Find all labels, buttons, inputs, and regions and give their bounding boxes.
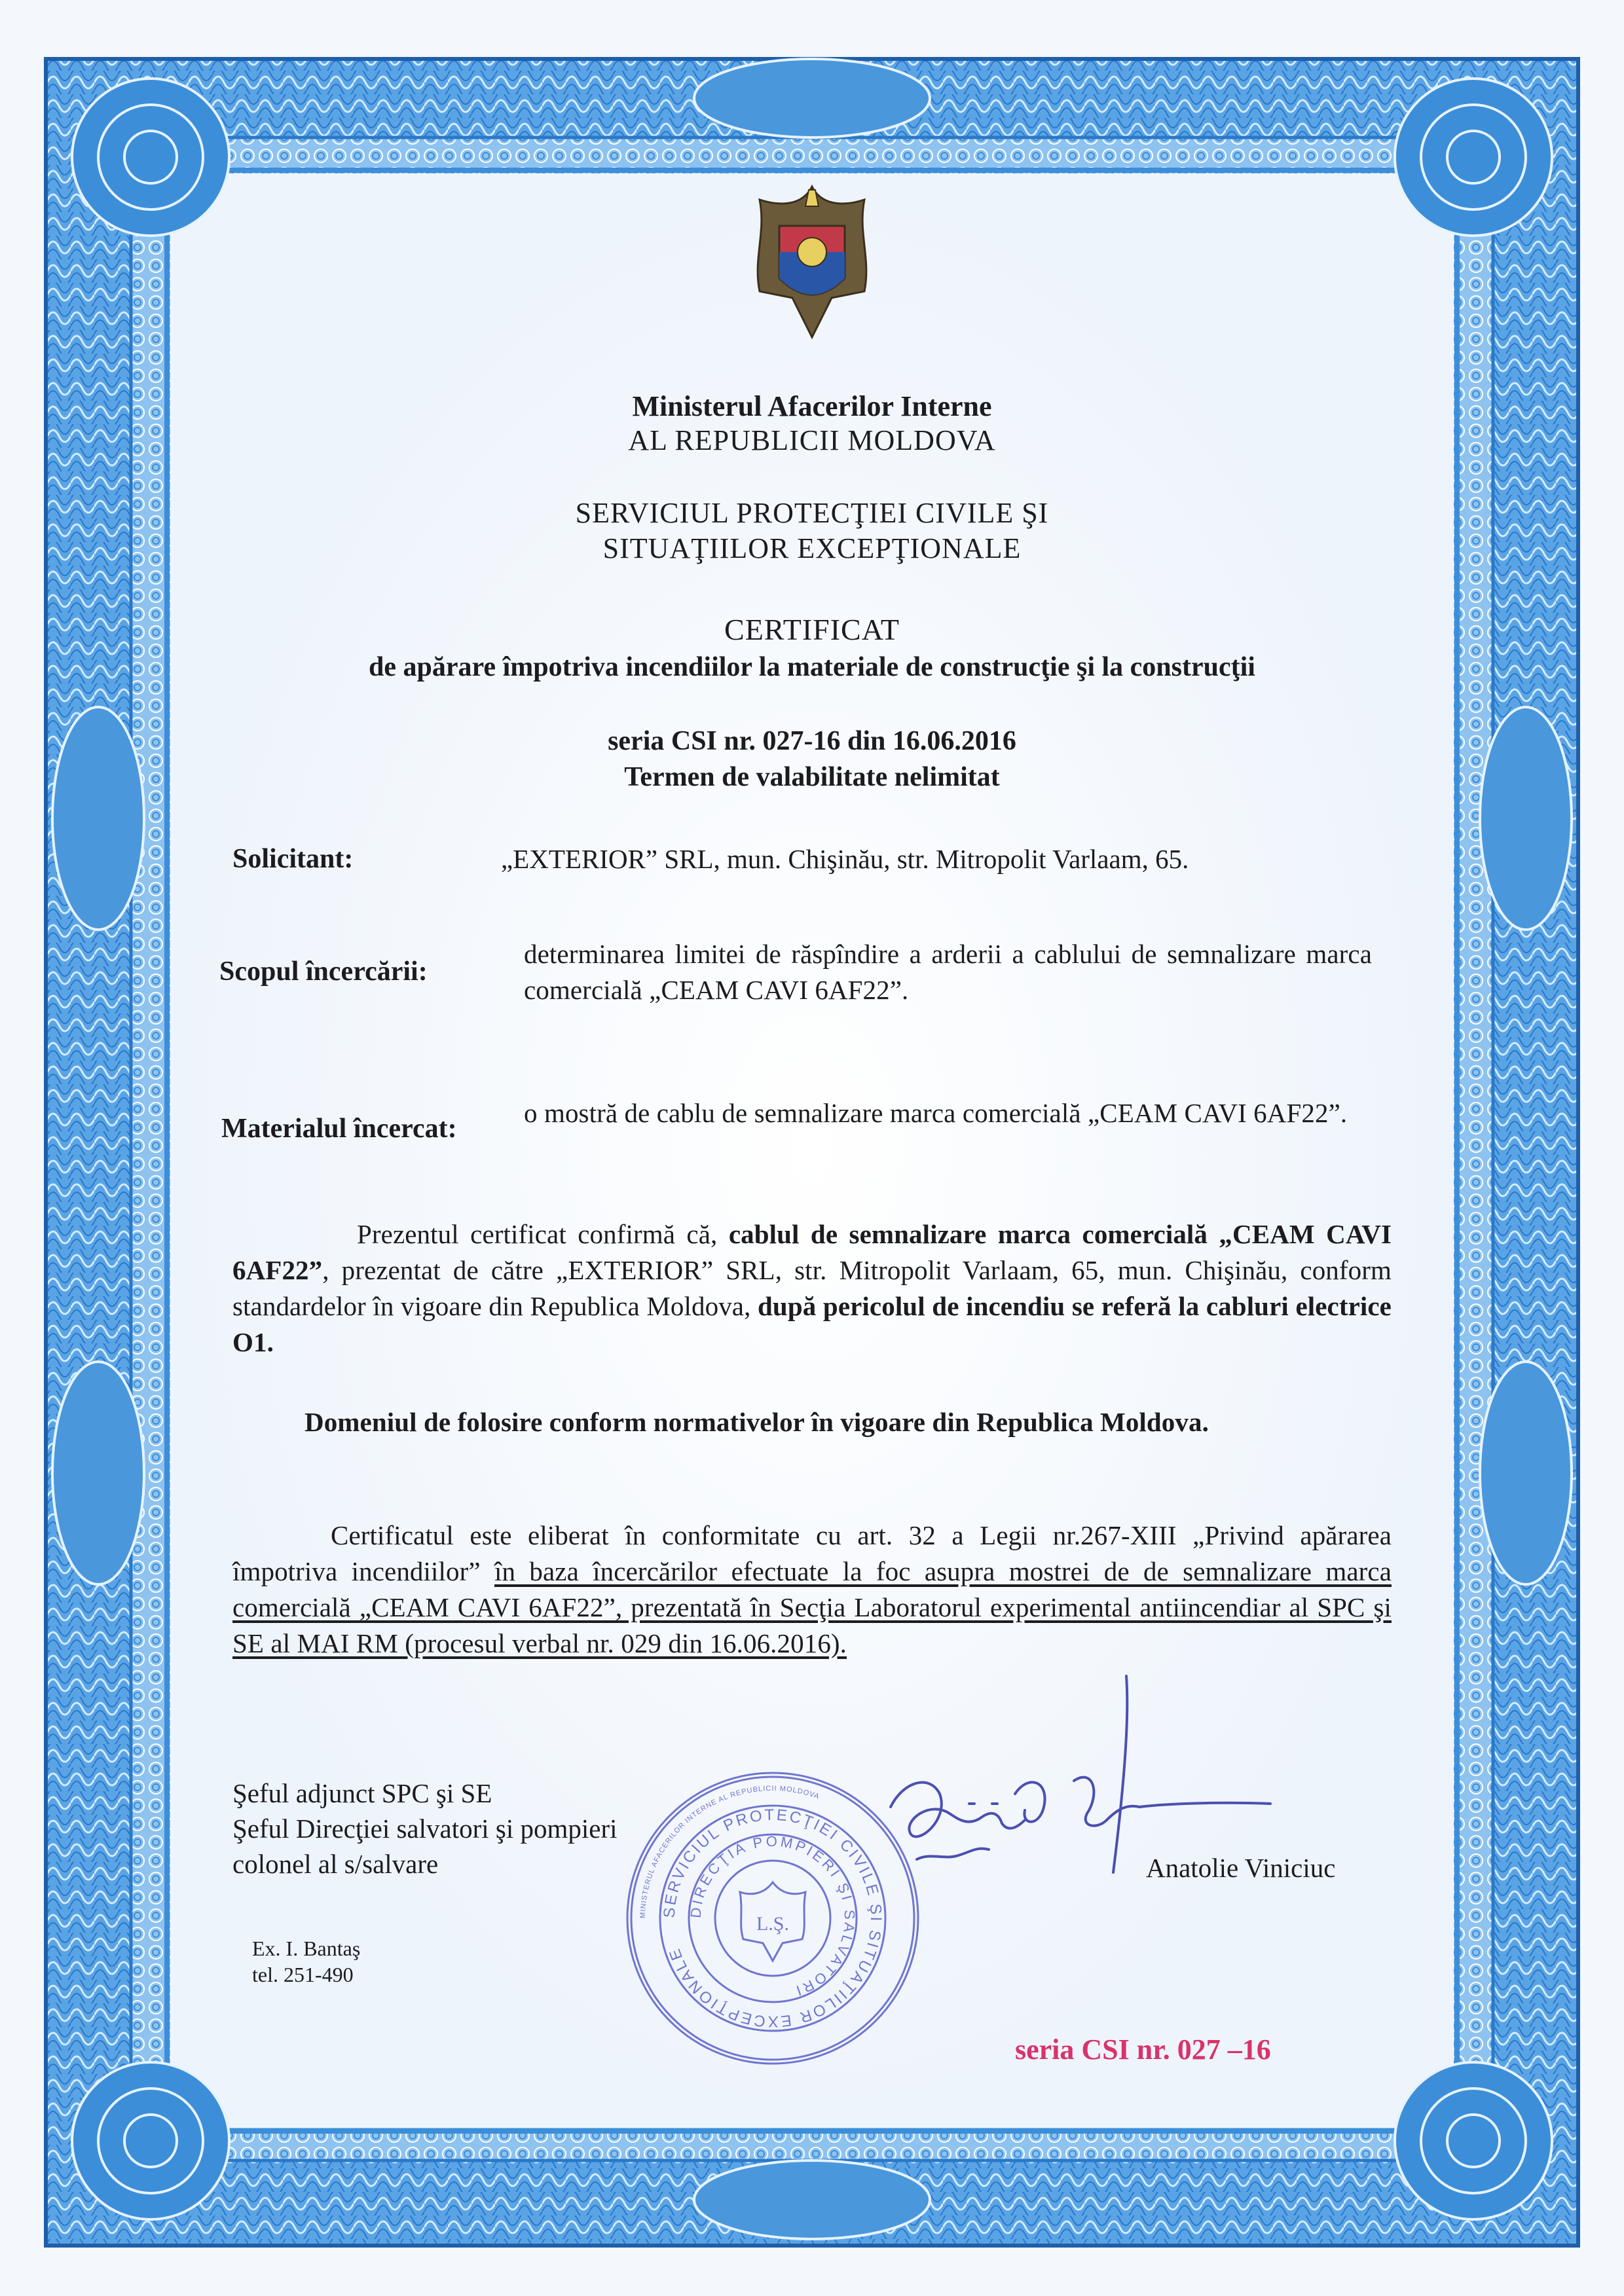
legal-basis-paragraph bbox=[232, 1518, 1392, 1662]
executor-phone: tel. 251-490 bbox=[252, 1963, 354, 1986]
applicant-label: Solicitant: bbox=[232, 844, 354, 874]
certificate-subtitle: de apărare împotriva incendiilor la materiale de construcţie şi la construcţii bbox=[369, 652, 1255, 682]
confirmation-paragraph bbox=[232, 1216, 1392, 1360]
legal-basis-underlined: în baza încercărilor efectuate la foc asupra mostrei de de semnalizare marca comercială „CEAM CAVI 6AF22”, prezentată în Secţia Laboratorul experimental antiincendiar al SPC şi SE al MAI RM (procesul verbal nr. 029 din 16.06.2016). bbox=[232, 1556, 1392, 1658]
signatory-name: Anatolie Viniciuc bbox=[1146, 1853, 1336, 1883]
signature-icon bbox=[877, 1663, 1283, 1912]
stamp-inner-text: SERVICIUL PROTECŢIEI CIVILE ŞI SITUAŢIILOR EXCEPŢIONALE bbox=[660, 1806, 885, 2031]
material-value: o mostră de cablu de semnalizare marca comercială „CEAM CAVI 6AF22”. bbox=[524, 1098, 1348, 1128]
purpose-value: determinarea limitei de răspîndire a arderii a cablului de semnalizare marca comercială „CEAM CAVI 6AF22”. bbox=[524, 939, 1372, 1005]
applicant-value: „EXTERIOR” SRL, mun. Chişinău, str. Mitropolit Varlaam, 65. bbox=[501, 844, 1189, 874]
signatory-position-2: Şeful Direcţiei salvatori şi pompieri bbox=[232, 1813, 618, 1844]
republic-name: AL REPUBLICII MOLDOVA bbox=[628, 424, 996, 456]
signatory-position-1: Şeful adjunct SPC şi SE bbox=[232, 1778, 492, 1808]
material-label: Materialul încercat: bbox=[221, 1114, 457, 1144]
signatory-position-3: colonel al s/salvare bbox=[232, 1849, 439, 1879]
certificate-series: seria CSI nr. 027-16 din 16.06.2016 bbox=[608, 726, 1016, 756]
serial-number-stamp: seria CSI nr. 027 –16 bbox=[1015, 2033, 1271, 2066]
confirmation-text-a: Prezentul certificat confirmă că, bbox=[357, 1219, 729, 1249]
service-name-line2: SITUAŢIILOR EXCEPŢIONALE bbox=[602, 532, 1022, 564]
stamp-ring-text: DIRECŢIA POMPIERI ŞI SALVATORI bbox=[687, 1832, 858, 2000]
coat-of-arms-icon bbox=[740, 180, 884, 344]
confirmation-text-c: , prezentat de către „EXTERIOR” SRL, str. Mitropolit Varlaam, 65, mun. Chişinău, conform standardelor în vigoare din Republica Moldova, bbox=[232, 1255, 1392, 1321]
service-name-line1: SERVICIUL PROTECŢIEI CIVILE ŞI bbox=[575, 497, 1049, 529]
certificate-title: CERTIFICAT bbox=[724, 613, 900, 646]
stamp-outer-text: MINISTERUL AFACERILOR INTERNE AL REPUBLICII MOLDOVA bbox=[638, 1784, 821, 1919]
ministry-name: Ministerul Afacerilor Interne bbox=[632, 390, 992, 422]
confirmation-classification: după pericolul de incendiu se referă la cabluri electrice O1. bbox=[232, 1291, 1392, 1357]
legal-basis-text: Certificatul este eliberat în conformitate cu art. 32 a Legii nr.267-XIII „Privind apărarea împotriva incendiilor” bbox=[232, 1520, 1392, 1586]
purpose-label: Scopul încercării: bbox=[219, 957, 428, 987]
stamp-center-text: L.Ş. bbox=[756, 1913, 790, 1935]
executor-name: Ex. I. Bantaş bbox=[252, 1937, 361, 1960]
confirmation-product: cablul de semnalizare marca comercială „CEAM CAVI 6AF22” bbox=[232, 1219, 1392, 1285]
certificate-validity: Termen de valabilitate nelimitat bbox=[624, 762, 1000, 792]
usage-domain-paragraph: Domeniul de folosire conform normativelor în vigoare din Republica Moldova. bbox=[304, 1407, 1209, 1437]
